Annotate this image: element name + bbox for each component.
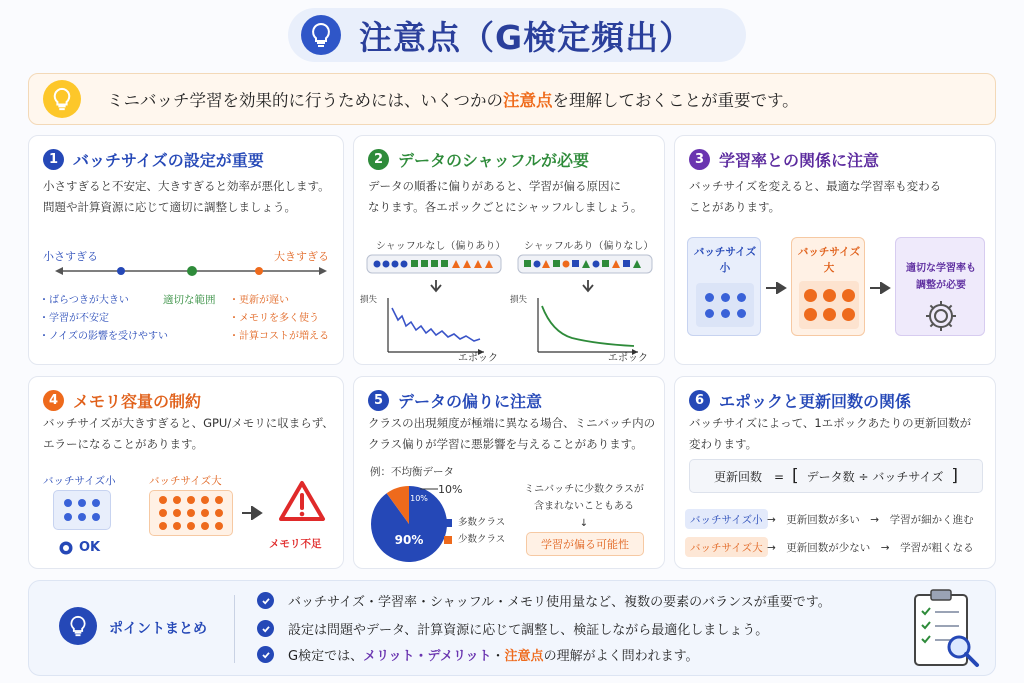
check-icon: [257, 620, 274, 637]
large-batch-dots: [149, 490, 233, 536]
epoch-label: エポック: [458, 353, 498, 364]
small-batch-label: バッチサイズ小: [43, 475, 116, 487]
intro-text: ミニバッチ学習を効果的に行うためには、いくつかの注意点を理解しておくことが重要です。: [107, 91, 799, 110]
pie-legend: 多数クラス 少数クラス: [444, 514, 505, 548]
card-class-imbalance: [353, 376, 665, 569]
minor-pct-callout: 10%: [438, 483, 463, 496]
arrow-right-icon: [765, 282, 787, 294]
large-label: 大きすぎる: [274, 250, 329, 263]
bias-warning: 学習が偏る可能性: [526, 532, 644, 556]
minority-note: ミニバッチに少数クラスが 含まれないこともある ↓: [524, 484, 644, 529]
arrow-right-icon: [241, 506, 263, 520]
warning-icon: [278, 480, 326, 522]
gear-icon: [923, 298, 959, 334]
small-batch-effect: → 更新回数が多い → 学習が細かく進む: [767, 514, 974, 526]
title-banner: [288, 8, 746, 62]
card-body: データの順番に偏りがあると、学習が偏る原因に なります。各エポックごとにシャッフルしましょう。: [368, 179, 643, 214]
shuffled-label: シャッフルあり（偏りなし）: [524, 241, 654, 252]
pie-label-major: 90%: [394, 533, 424, 547]
card-title: 1 バッチサイズの設定が重要: [43, 148, 264, 171]
arrow-right-icon: [869, 282, 891, 294]
check-icon: [257, 646, 274, 663]
batch-size-slider: [55, 264, 327, 278]
card-body: バッチサイズを変えると、最適な学習率も変わる ことがあります。: [689, 179, 942, 214]
small-batch-dots: [53, 490, 111, 530]
small-label: 小さすぎる: [43, 250, 98, 263]
formula-box: 更新回数 = [ データ数 ÷ バッチサイズ ]: [689, 459, 983, 493]
adjust-lr-box: 適切な学習率も 調整が必要: [895, 237, 985, 336]
card-title: 4 メモリ容量の制約: [43, 389, 201, 412]
card-title: 3 学習率との関係に注意: [689, 148, 879, 171]
small-batch-box: バッチサイズ 小: [687, 237, 761, 336]
epoch-label: エポック: [608, 353, 648, 364]
card-learning-rate: [674, 135, 996, 365]
divider: [234, 595, 235, 663]
check-icon: [257, 592, 274, 609]
pie-label-minor: 10%: [410, 494, 428, 503]
small-issues: ・ばらつきが大きい ・学習が不安定 ・ノイズの影響を受けやすい: [39, 295, 168, 342]
lightbulb-icon: [59, 607, 97, 645]
large-batch-tag: バッチサイズ大: [685, 537, 768, 557]
card-title: 6 エポックと更新回数の関係: [689, 389, 911, 412]
card-body: バッチサイズが大きすぎると、GPU/メモリに収まらず、 エラーになることがあります。: [43, 416, 334, 451]
summary-title: ポイントまとめ: [109, 621, 207, 637]
card-shuffle: [353, 135, 665, 365]
large-batch-box: バッチサイズ 大: [791, 237, 865, 336]
summary-item: G検定では、 メリット・デメリット ・ 注意点 の理解がよく問われます。: [257, 645, 699, 664]
loss-label: 損失: [510, 295, 528, 305]
summary-bar: [28, 580, 996, 676]
ok-status: OK: [59, 540, 100, 555]
card-title: 5 データの偏りに注意: [368, 389, 542, 412]
loss-label: 損失: [360, 295, 378, 305]
clipboard-checklist-icon: [907, 587, 985, 671]
page-title: 注意点（G検定頻出）: [359, 17, 694, 57]
card-batch-size: [28, 135, 344, 365]
leader-line: [420, 485, 440, 493]
lightbulb-icon: [301, 15, 341, 55]
card-body: バッチサイズによって、1エポックあたりの更新回数が 変わります。: [689, 416, 972, 451]
card-body: クラスの出現頻度が極端に異なる場合、ミニバッチ内の クラス偏りが学習に悪影響を与えることがあります。: [368, 416, 656, 451]
card-memory: [28, 376, 344, 569]
large-issues: ・更新が遅い ・メモリを多く使う ・計算コストが増える: [229, 295, 329, 342]
small-batch-tag: バッチサイズ小: [685, 509, 768, 529]
mid-label: 適切な範囲: [163, 294, 216, 306]
card-epoch-updates: [674, 376, 996, 569]
summary-item: 設定は問題やデータ、計算資源に応じて調整し、検証しながら最適化しましょう。: [257, 619, 768, 638]
large-batch-effect: → 更新回数が少ない → 学習が粗くなる: [767, 542, 974, 554]
card-title: 2 データのシャッフルが必要: [368, 148, 589, 171]
summary-item: バッチサイズ・学習率・シャッフル・メモリ使用量など、複数の要素のバランスが重要です。: [257, 591, 831, 610]
memory-error-label: メモリ不足: [269, 538, 322, 550]
example-label: 例：不均衡データ: [370, 466, 454, 478]
card-body: 小さすぎると不安定、大きすぎると効率が悪化します。 問題や計算資源に応じて適切に調整しましょう。: [43, 179, 330, 214]
no-shuffle-label: シャッフルなし（偏りあり）: [376, 241, 506, 252]
intro-bar: [28, 73, 996, 125]
lightbulb-icon: [43, 80, 81, 118]
shuffle-diagram: [366, 254, 656, 360]
check-icon: [59, 541, 73, 555]
large-batch-label: バッチサイズ大: [149, 475, 222, 487]
